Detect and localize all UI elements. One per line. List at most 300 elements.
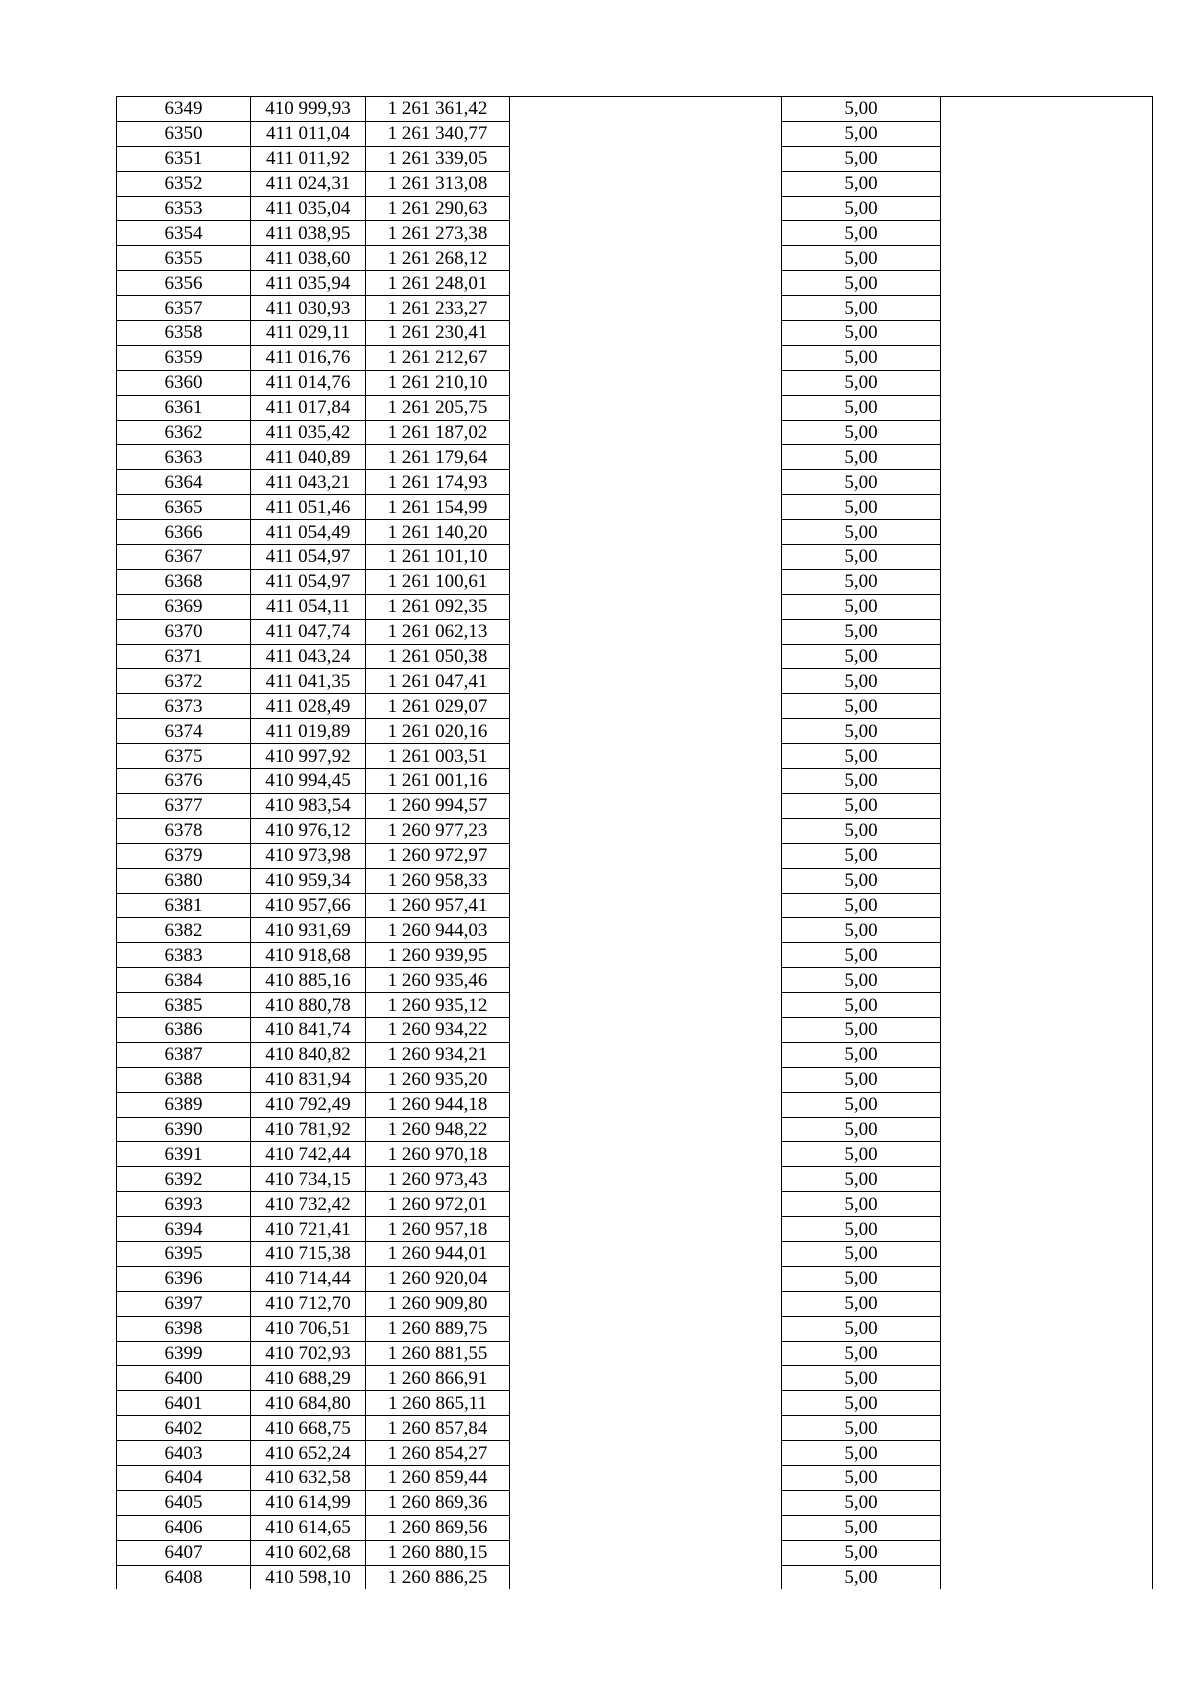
value-cell: 5,00 xyxy=(782,1490,941,1515)
y-coordinate-cell: 1 260 869,56 xyxy=(366,1515,510,1540)
x-coordinate-cell: 411 024,31 xyxy=(251,171,366,196)
x-coordinate-cell: 411 038,60 xyxy=(251,246,366,271)
value-cell: 5,00 xyxy=(782,321,941,346)
point-number-cell: 6374 xyxy=(117,719,251,744)
point-number-cell: 6401 xyxy=(117,1391,251,1416)
empty-cell xyxy=(510,1067,782,1092)
value-cell: 5,00 xyxy=(782,893,941,918)
x-coordinate-cell: 410 931,69 xyxy=(251,918,366,943)
table-row xyxy=(117,1266,1153,1291)
y-coordinate-cell: 1 260 934,21 xyxy=(366,1042,510,1067)
empty-cell xyxy=(510,769,782,794)
empty-cell xyxy=(941,694,1153,719)
value-cell: 5,00 xyxy=(782,569,941,594)
point-number-cell: 6386 xyxy=(117,1017,251,1042)
empty-cell xyxy=(941,520,1153,545)
value-cell: 5,00 xyxy=(782,1142,941,1167)
y-coordinate-cell: 1 260 920,04 xyxy=(366,1266,510,1291)
table-row xyxy=(117,97,1153,122)
x-coordinate-cell: 410 742,44 xyxy=(251,1142,366,1167)
empty-cell xyxy=(941,1017,1153,1042)
value-cell: 5,00 xyxy=(782,943,941,968)
x-coordinate-cell: 411 019,89 xyxy=(251,719,366,744)
value-cell: 5,00 xyxy=(782,1366,941,1391)
value-cell: 5,00 xyxy=(782,296,941,321)
x-coordinate-cell: 411 011,92 xyxy=(251,146,366,171)
empty-cell xyxy=(510,196,782,221)
empty-cell xyxy=(941,1092,1153,1117)
table-row xyxy=(117,1465,1153,1490)
empty-cell xyxy=(941,445,1153,470)
y-coordinate-cell: 1 261 179,64 xyxy=(366,445,510,470)
x-coordinate-cell: 410 684,80 xyxy=(251,1391,366,1416)
empty-cell xyxy=(941,1217,1153,1242)
empty-cell xyxy=(941,1291,1153,1316)
table-row xyxy=(117,1167,1153,1192)
y-coordinate-cell: 1 261 212,67 xyxy=(366,345,510,370)
y-coordinate-cell: 1 261 313,08 xyxy=(366,171,510,196)
table-row xyxy=(117,370,1153,395)
y-coordinate-cell: 1 261 092,35 xyxy=(366,594,510,619)
y-coordinate-cell: 1 261 290,63 xyxy=(366,196,510,221)
x-coordinate-cell: 411 011,04 xyxy=(251,121,366,146)
value-cell: 5,00 xyxy=(782,470,941,495)
table-row xyxy=(117,594,1153,619)
empty-cell xyxy=(941,843,1153,868)
y-coordinate-cell: 1 261 003,51 xyxy=(366,744,510,769)
table-row xyxy=(117,395,1153,420)
empty-cell xyxy=(941,818,1153,843)
empty-cell xyxy=(941,1565,1153,1589)
table-row xyxy=(117,1366,1153,1391)
y-coordinate-cell: 1 261 268,12 xyxy=(366,246,510,271)
empty-cell xyxy=(941,420,1153,445)
y-coordinate-cell: 1 261 029,07 xyxy=(366,694,510,719)
x-coordinate-cell: 410 880,78 xyxy=(251,993,366,1018)
point-number-cell: 6399 xyxy=(117,1341,251,1366)
y-coordinate-cell: 1 260 869,36 xyxy=(366,1490,510,1515)
y-coordinate-cell: 1 260 866,91 xyxy=(366,1366,510,1391)
y-coordinate-cell: 1 260 880,15 xyxy=(366,1540,510,1565)
table-row xyxy=(117,221,1153,246)
table-row xyxy=(117,719,1153,744)
table-row xyxy=(117,1316,1153,1341)
empty-cell xyxy=(941,868,1153,893)
empty-cell xyxy=(510,993,782,1018)
point-number-cell: 6350 xyxy=(117,121,251,146)
empty-cell xyxy=(941,719,1153,744)
table-row xyxy=(117,694,1153,719)
value-cell: 5,00 xyxy=(782,420,941,445)
x-coordinate-cell: 410 614,65 xyxy=(251,1515,366,1540)
value-cell: 5,00 xyxy=(782,769,941,794)
empty-cell xyxy=(510,1366,782,1391)
empty-cell xyxy=(510,545,782,570)
empty-cell xyxy=(941,1192,1153,1217)
empty-cell xyxy=(510,1416,782,1441)
empty-cell xyxy=(941,345,1153,370)
value-cell: 5,00 xyxy=(782,1192,941,1217)
empty-cell xyxy=(941,793,1153,818)
empty-cell xyxy=(941,619,1153,644)
empty-cell xyxy=(510,893,782,918)
point-number-cell: 6400 xyxy=(117,1366,251,1391)
empty-cell xyxy=(941,1341,1153,1366)
point-number-cell: 6397 xyxy=(117,1291,251,1316)
x-coordinate-cell: 411 035,04 xyxy=(251,196,366,221)
x-coordinate-cell: 411 030,93 xyxy=(251,296,366,321)
x-coordinate-cell: 411 054,97 xyxy=(251,545,366,570)
point-number-cell: 6406 xyxy=(117,1515,251,1540)
table-row xyxy=(117,171,1153,196)
value-cell: 5,00 xyxy=(782,395,941,420)
y-coordinate-cell: 1 261 273,38 xyxy=(366,221,510,246)
x-coordinate-cell: 411 054,11 xyxy=(251,594,366,619)
empty-cell xyxy=(941,644,1153,669)
x-coordinate-cell: 411 014,76 xyxy=(251,370,366,395)
table-row xyxy=(117,1291,1153,1316)
empty-cell xyxy=(941,146,1153,171)
value-cell: 5,00 xyxy=(782,793,941,818)
x-coordinate-cell: 411 047,74 xyxy=(251,619,366,644)
table-row xyxy=(117,1441,1153,1466)
x-coordinate-cell: 410 702,93 xyxy=(251,1341,366,1366)
x-coordinate-cell: 411 035,42 xyxy=(251,420,366,445)
x-coordinate-cell: 410 957,66 xyxy=(251,893,366,918)
value-cell: 5,00 xyxy=(782,968,941,993)
empty-cell xyxy=(941,495,1153,520)
coordinates-table-body xyxy=(117,97,1153,1590)
y-coordinate-cell: 1 261 205,75 xyxy=(366,395,510,420)
empty-cell xyxy=(941,968,1153,993)
value-cell: 5,00 xyxy=(782,644,941,669)
y-coordinate-cell: 1 261 001,16 xyxy=(366,769,510,794)
x-coordinate-cell: 410 668,75 xyxy=(251,1416,366,1441)
empty-cell xyxy=(941,594,1153,619)
x-coordinate-cell: 410 598,10 xyxy=(251,1565,366,1589)
y-coordinate-cell: 1 261 154,99 xyxy=(366,495,510,520)
value-cell: 5,00 xyxy=(782,1565,941,1589)
value-cell: 5,00 xyxy=(782,843,941,868)
table-row xyxy=(117,1241,1153,1266)
point-number-cell: 6362 xyxy=(117,420,251,445)
value-cell: 5,00 xyxy=(782,1341,941,1366)
y-coordinate-cell: 1 260 939,95 xyxy=(366,943,510,968)
value-cell: 5,00 xyxy=(782,1217,941,1242)
value-cell: 5,00 xyxy=(782,545,941,570)
point-number-cell: 6352 xyxy=(117,171,251,196)
empty-cell xyxy=(510,420,782,445)
point-number-cell: 6358 xyxy=(117,321,251,346)
table-row xyxy=(117,1515,1153,1540)
empty-cell xyxy=(510,843,782,868)
point-number-cell: 6359 xyxy=(117,345,251,370)
value-cell: 5,00 xyxy=(782,1465,941,1490)
empty-cell xyxy=(941,296,1153,321)
table-row xyxy=(117,1042,1153,1067)
x-coordinate-cell: 410 781,92 xyxy=(251,1117,366,1142)
value-cell: 5,00 xyxy=(782,619,941,644)
y-coordinate-cell: 1 260 957,41 xyxy=(366,893,510,918)
value-cell: 5,00 xyxy=(782,221,941,246)
y-coordinate-cell: 1 261 062,13 xyxy=(366,619,510,644)
empty-cell xyxy=(510,1266,782,1291)
y-coordinate-cell: 1 260 972,97 xyxy=(366,843,510,868)
table-row xyxy=(117,1092,1153,1117)
y-coordinate-cell: 1 260 909,80 xyxy=(366,1291,510,1316)
point-number-cell: 6378 xyxy=(117,818,251,843)
x-coordinate-cell: 410 831,94 xyxy=(251,1067,366,1092)
empty-cell xyxy=(510,594,782,619)
value-cell: 5,00 xyxy=(782,171,941,196)
y-coordinate-cell: 1 260 944,18 xyxy=(366,1092,510,1117)
y-coordinate-cell: 1 261 248,01 xyxy=(366,271,510,296)
x-coordinate-cell: 411 054,49 xyxy=(251,520,366,545)
table-row xyxy=(117,993,1153,1018)
table-row xyxy=(117,669,1153,694)
empty-cell xyxy=(941,1117,1153,1142)
value-cell: 5,00 xyxy=(782,1241,941,1266)
point-number-cell: 6377 xyxy=(117,793,251,818)
empty-cell xyxy=(941,271,1153,296)
empty-cell xyxy=(510,271,782,296)
y-coordinate-cell: 1 260 970,18 xyxy=(366,1142,510,1167)
value-cell: 5,00 xyxy=(782,121,941,146)
x-coordinate-cell: 411 038,95 xyxy=(251,221,366,246)
table-row xyxy=(117,1416,1153,1441)
point-number-cell: 6355 xyxy=(117,246,251,271)
empty-cell xyxy=(510,1341,782,1366)
x-coordinate-cell: 410 714,44 xyxy=(251,1266,366,1291)
value-cell: 5,00 xyxy=(782,1441,941,1466)
y-coordinate-cell: 1 261 230,41 xyxy=(366,321,510,346)
table-row xyxy=(117,1490,1153,1515)
x-coordinate-cell: 411 043,24 xyxy=(251,644,366,669)
y-coordinate-cell: 1 260 934,22 xyxy=(366,1017,510,1042)
table-row xyxy=(117,321,1153,346)
table-row xyxy=(117,1217,1153,1242)
point-number-cell: 6390 xyxy=(117,1117,251,1142)
empty-cell xyxy=(510,968,782,993)
x-coordinate-cell: 411 051,46 xyxy=(251,495,366,520)
value-cell: 5,00 xyxy=(782,1042,941,1067)
point-number-cell: 6385 xyxy=(117,993,251,1018)
y-coordinate-cell: 1 260 886,25 xyxy=(366,1565,510,1589)
y-coordinate-cell: 1 260 977,23 xyxy=(366,818,510,843)
y-coordinate-cell: 1 260 881,55 xyxy=(366,1341,510,1366)
y-coordinate-cell: 1 261 047,41 xyxy=(366,669,510,694)
empty-cell xyxy=(510,1117,782,1142)
empty-cell xyxy=(510,1391,782,1416)
point-number-cell: 6375 xyxy=(117,744,251,769)
x-coordinate-cell: 411 017,84 xyxy=(251,395,366,420)
point-number-cell: 6389 xyxy=(117,1092,251,1117)
point-number-cell: 6353 xyxy=(117,196,251,221)
y-coordinate-cell: 1 260 957,18 xyxy=(366,1217,510,1242)
empty-cell xyxy=(941,744,1153,769)
table-row xyxy=(117,918,1153,943)
y-coordinate-cell: 1 260 935,12 xyxy=(366,993,510,1018)
empty-cell xyxy=(510,1142,782,1167)
value-cell: 5,00 xyxy=(782,1416,941,1441)
empty-cell xyxy=(941,121,1153,146)
value-cell: 5,00 xyxy=(782,694,941,719)
table-row xyxy=(117,744,1153,769)
empty-cell xyxy=(941,769,1153,794)
x-coordinate-cell: 410 840,82 xyxy=(251,1042,366,1067)
x-coordinate-cell: 410 973,98 xyxy=(251,843,366,868)
empty-cell xyxy=(510,445,782,470)
value-cell: 5,00 xyxy=(782,520,941,545)
table-row xyxy=(117,769,1153,794)
x-coordinate-cell: 410 994,45 xyxy=(251,769,366,794)
table-row xyxy=(117,1067,1153,1092)
value-cell: 5,00 xyxy=(782,1540,941,1565)
value-cell: 5,00 xyxy=(782,669,941,694)
table-row xyxy=(117,246,1153,271)
empty-cell xyxy=(941,1391,1153,1416)
table-row xyxy=(117,793,1153,818)
empty-cell xyxy=(941,569,1153,594)
point-number-cell: 6395 xyxy=(117,1241,251,1266)
empty-cell xyxy=(941,993,1153,1018)
point-number-cell: 6379 xyxy=(117,843,251,868)
empty-cell xyxy=(941,943,1153,968)
point-number-cell: 6356 xyxy=(117,271,251,296)
x-coordinate-cell: 411 043,21 xyxy=(251,470,366,495)
x-coordinate-cell: 411 016,76 xyxy=(251,345,366,370)
empty-cell xyxy=(510,644,782,669)
point-number-cell: 6365 xyxy=(117,495,251,520)
table-row xyxy=(117,619,1153,644)
empty-cell xyxy=(510,1017,782,1042)
empty-cell xyxy=(941,545,1153,570)
point-number-cell: 6354 xyxy=(117,221,251,246)
table-row xyxy=(117,146,1153,171)
empty-cell xyxy=(510,321,782,346)
point-number-cell: 6382 xyxy=(117,918,251,943)
empty-cell xyxy=(941,1490,1153,1515)
y-coordinate-cell: 1 260 972,01 xyxy=(366,1192,510,1217)
empty-cell xyxy=(510,1092,782,1117)
table-row xyxy=(117,121,1153,146)
value-cell: 5,00 xyxy=(782,146,941,171)
table-row xyxy=(117,470,1153,495)
value-cell: 5,00 xyxy=(782,246,941,271)
value-cell: 5,00 xyxy=(782,1515,941,1540)
empty-cell xyxy=(510,943,782,968)
point-number-cell: 6396 xyxy=(117,1266,251,1291)
point-number-cell: 6380 xyxy=(117,868,251,893)
value-cell: 5,00 xyxy=(782,1266,941,1291)
x-coordinate-cell: 411 029,11 xyxy=(251,321,366,346)
y-coordinate-cell: 1 261 233,27 xyxy=(366,296,510,321)
point-number-cell: 6407 xyxy=(117,1540,251,1565)
x-coordinate-cell: 410 983,54 xyxy=(251,793,366,818)
point-number-cell: 6405 xyxy=(117,1490,251,1515)
y-coordinate-cell: 1 261 361,42 xyxy=(366,97,510,122)
point-number-cell: 6366 xyxy=(117,520,251,545)
x-coordinate-cell: 411 041,35 xyxy=(251,669,366,694)
point-number-cell: 6384 xyxy=(117,968,251,993)
table-row xyxy=(117,495,1153,520)
x-coordinate-cell: 410 918,68 xyxy=(251,943,366,968)
empty-cell xyxy=(941,1316,1153,1341)
point-number-cell: 6367 xyxy=(117,545,251,570)
point-number-cell: 6357 xyxy=(117,296,251,321)
value-cell: 5,00 xyxy=(782,1391,941,1416)
empty-cell xyxy=(510,1042,782,1067)
table-row xyxy=(117,943,1153,968)
empty-cell xyxy=(510,1490,782,1515)
empty-cell xyxy=(510,1515,782,1540)
empty-cell xyxy=(510,1540,782,1565)
table-row xyxy=(117,1142,1153,1167)
table-row xyxy=(117,868,1153,893)
y-coordinate-cell: 1 260 857,84 xyxy=(366,1416,510,1441)
point-number-cell: 6371 xyxy=(117,644,251,669)
empty-cell xyxy=(941,669,1153,694)
value-cell: 5,00 xyxy=(782,818,941,843)
x-coordinate-cell: 410 715,38 xyxy=(251,1241,366,1266)
point-number-cell: 6360 xyxy=(117,370,251,395)
point-number-cell: 6376 xyxy=(117,769,251,794)
empty-cell xyxy=(941,1266,1153,1291)
y-coordinate-cell: 1 261 101,10 xyxy=(366,545,510,570)
empty-cell xyxy=(510,793,782,818)
empty-cell xyxy=(510,296,782,321)
table-row xyxy=(117,296,1153,321)
empty-cell xyxy=(941,1416,1153,1441)
empty-cell xyxy=(941,470,1153,495)
point-number-cell: 6370 xyxy=(117,619,251,644)
table-row xyxy=(117,1117,1153,1142)
point-number-cell: 6404 xyxy=(117,1465,251,1490)
table-row xyxy=(117,1540,1153,1565)
table-row xyxy=(117,1565,1153,1589)
value-cell: 5,00 xyxy=(782,993,941,1018)
x-coordinate-cell: 411 040,89 xyxy=(251,445,366,470)
empty-cell xyxy=(510,1217,782,1242)
table-row xyxy=(117,420,1153,445)
point-number-cell: 6408 xyxy=(117,1565,251,1589)
x-coordinate-cell: 410 602,68 xyxy=(251,1540,366,1565)
empty-cell xyxy=(510,97,782,122)
empty-cell xyxy=(941,1042,1153,1067)
empty-cell xyxy=(510,719,782,744)
x-coordinate-cell: 410 721,41 xyxy=(251,1217,366,1242)
x-coordinate-cell: 410 959,34 xyxy=(251,868,366,893)
empty-cell xyxy=(941,97,1153,122)
empty-cell xyxy=(941,171,1153,196)
x-coordinate-cell: 410 712,70 xyxy=(251,1291,366,1316)
value-cell: 5,00 xyxy=(782,271,941,296)
table-row xyxy=(117,1391,1153,1416)
empty-cell xyxy=(510,669,782,694)
point-number-cell: 6373 xyxy=(117,694,251,719)
x-coordinate-cell: 410 734,15 xyxy=(251,1167,366,1192)
point-number-cell: 6372 xyxy=(117,669,251,694)
value-cell: 5,00 xyxy=(782,918,941,943)
point-number-cell: 6368 xyxy=(117,569,251,594)
empty-cell xyxy=(941,246,1153,271)
value-cell: 5,00 xyxy=(782,1067,941,1092)
y-coordinate-cell: 1 260 859,44 xyxy=(366,1465,510,1490)
empty-cell xyxy=(510,221,782,246)
table-row xyxy=(117,968,1153,993)
empty-cell xyxy=(510,121,782,146)
empty-cell xyxy=(941,893,1153,918)
